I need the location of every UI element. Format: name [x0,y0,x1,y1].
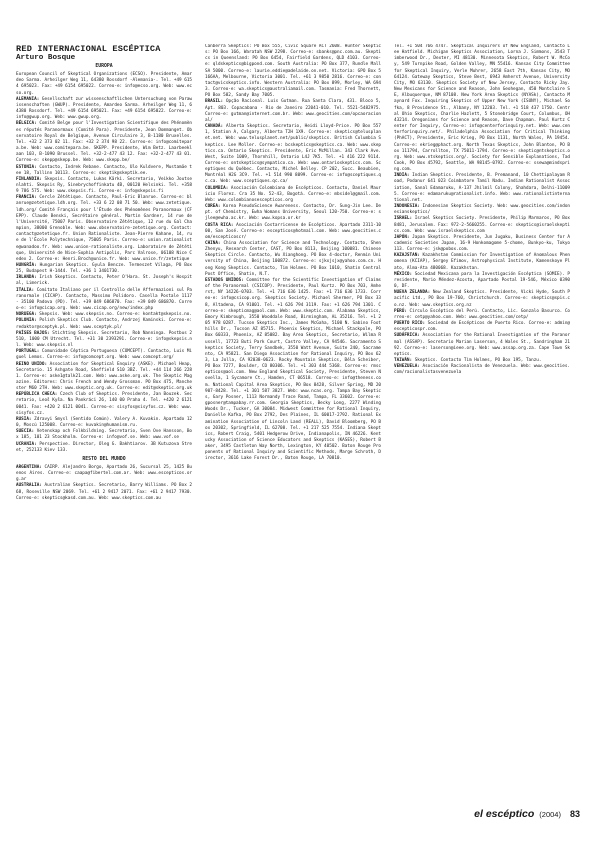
entry-text: China Association for Science and Technology. Contacto, Shen Zhenyu, Research Center, CAST, PO Box 8113, Beijing 100081. Chinese Skeptics Circle. Contacto, Wu Xianghong. PO Box 4-doctor, Renmin University of China, Beijing 100872. Correo-e: sjkxjsjx@yahoo.com.cn. Hong Kong Skeptics. Contacto, Tim Holmes. PO Box 1010, Shatin Central Post Office, Shatin, N.T. [205,241,381,277]
directory-entry [205,124,381,186]
directory-entry [16,72,192,97]
directory-entry [394,44,570,173]
directory-entry [205,186,381,204]
entry-country: ALEMANIA: [16,96,40,102]
entry-text: Canberra Skeptics: PO Box 555, Civic Square ACT 2608. Hunter Skeptics: PO Box 166, Waratah NSW 2298. Correo-e: sbanks@pnc.com.au. Skeptics in Queensland: PO Box 6454, Fairfield Gardens, QLD 4103. Correo-e: qldskeptics@bigpond.com. South Australia: PO Box 377, Rundle Mall SA 5000. Correo-e: laurie.eddie@adelaide.on.net. Victoria: GPO Box 5166AA, Melbourne, Victoria 3001. Tel. +61 3 9850 2816. Correo-e: contact@vicskeptics.info. Western Australia: PO Box 899, Morley, WA 6943. Correo-e: wa.skeptics@australiamail.com. Tasmania: Fred Thornett, PO Box 582, Sandy Bay 7005. [205,44,381,99]
entry-text: Perspective. Director, Oleg G. Bakhtiarov. 3B Kutuzova Street, 252133 Kiev 133. [16,441,192,453]
title-spacer [16,44,192,64]
directory-entry [16,465,192,483]
directory-entry [16,97,192,122]
entry-country: SUECIA: [16,429,35,435]
entry-text: Alberta Skeptics. Secretario, Heidi Lloyd-Price. PO Box 5571, Station A, Calgary, Alberta T2H 1X9. Correo-e: skeptics@telusplanet.net. Web: www.telusplanet.net/public/skeptics. British Columbia Skeptics. Lee Moller. Correo-e: bcskeptics@skeptics.ca. Web: www.skeptics.ca. Ontario Skeptics. Presidente, Eric McMillan. 343 Clark Ave. West, Suite 1009, Thornhill, Ontario L4J 7K5. Tel. +1 416 222 9114. Correo-e: ontskeptics@sympatico.ca. Web: www.ontarioskeptics.com. Sceptiques du Québec. Contacto, Michel Belley. CP 202, Succ. Beaubien, Montréal H2G 3C9. Tel. +1 514 990 8099. Correo-e: info@sceptiques.qc.ca. Web: www.sceptiques.qc.ca/ [205,124,381,185]
directory-entry [16,288,192,313]
entry-country: COREA: [205,204,221,210]
entry-text: Japan Skeptics. Presidente, Jun Jugaku, Business Center for Academic Societies Japan, 16-9 Honkomagome 5-chome, Bunkyo-ku, Tokyo 113. Correo-e: jsk@pobox.com. [394,234,570,253]
entry-text: Gesellschaft zur wissenschaftlichen Untersuchung von Parawissenschaften (GWUP). Presidente, Amardeo Sarma. Arheilger Weg 11, 64380 Rossdorf. Tel. +49 6154 695021. Fax: +49 6154 695022. Correo-e: info@gwup.org. Web: www.gwup.org. [16,96,192,121]
entry-text: Skepsis. Contacto, Lukas Kärki. Secretario, Veikko Joutsenlahti. Skepsis Ry, Sinebrychoffinkatu 4B, 00120 Helsinki. Tel. +358 9 786 575. Web: www.skepsis.fi. Correo-e: info@skepsis.fi [16,176,192,195]
section-heading-resto: RESTO DEL MUNDO [82,456,126,462]
entry-country: FINLANDIA: [16,176,42,182]
directory-entry [394,204,570,216]
section-heading-europa: EUROPA [95,64,113,69]
entry-text: Kazakhstan Commission for Investigation of Anomalous Phenomena (KCIAP), Sergey Efimov, Astrophysical Institute, Kamenskoye Plato, Alma-Ata 480068. Kazakhstan. [394,253,570,271]
entry-country: INDONESIA: [394,204,420,210]
directory-entry [394,235,570,253]
entry-country: NORUEGA: [16,312,37,318]
entry-text: New Zealand Skeptics. Presidente, Vicki Hyde, South Pacific Ltd., PO Box 19-760, Christchurch. Correo-e: skeptics@spis.co.nz. Web: www.skeptics.org.nz [394,290,570,308]
directory-entry [16,349,192,361]
directory-entry [394,364,570,376]
entry-country: ISRAEL: [394,216,413,222]
entry-text: Skepsis. Web: www.skepsis.no. Correo-e: kontakt@skepsis.no. [39,312,192,318]
article-title: RED INTERNACIONAL ESCÉPTICA [16,44,161,54]
directory-entry [205,99,381,124]
entry-country: JAPÓN: [394,234,410,240]
entry-country: VENEZUELA: [394,364,420,370]
directory-entry [394,272,570,290]
entry-text: Cercle Zététique. Contacto, Paul-Eric Blanrue. Correo-e: blanrue@zetetique.ldh.org. Tel. +33 6 22 08 71 50. Web: www.zetetique.ldh.org/ Comité Français pour l'Étude des Phénomènes Paranormaux (CFEPP). Claude Benski, Secrétaire général. Martin Gardner, 14 rue de l'Université, 75007 Paris. Observatoire Zététique, 12 rue du Gal Champion, 38000 Grenoble. Web: www.observatoire-zetetique.org. Contact: contact@zetetique.fr. Union Rationaliste. Jean-Pierre Kahane, 14, rue de l'École Polytechnique, 75005 Paris. Correo-e: union.rationaliste@wanadoo.fr. Web: www.union-rationaliste.org. Laboratoire de Zététique, Université de Nice-Sophia Antipolis, Parc Valrose, 06108 Nice Cedex 2. Correo-e: Henri.Broch@unice.fr. Web: www.unice.fr/zetetique [16,195,192,262]
directory-entry [16,362,192,393]
entry-text: Asociación Colombiana de Escépticos. Contacto, Daniel Mauricio Florez. Cra 35 No. 52-43, Bogotá. Correo-e: mbsidel@gmail.com. Web: www.colombianosescepticos.org [205,185,381,203]
directory-entry [394,290,570,308]
entry-text: Association for the Rational Investigation of the Paranormal (ASSAP). Secretario Marian Laserson, 4 Wales St., Sandringham 2192. Correo-e: laserson@ieee.org. Web: www.assap.org.za. Cape Town Skeptics. [394,333,570,357]
entry-country: REPÚBLICA CHECA: [16,392,58,398]
directory-entry [16,165,192,177]
entry-country: ESTADOS UNIDOS: [205,277,244,283]
entry-text: Czech Club of Skeptics. Presidente, Jan Bouzek. Secretario, Leoš Kyša. Na Pankráci 26, 140 00 Praha 4. Tel. +420 2 6121 0041. Fax: +420 2 6121 0041. Correo-e: sisyfos@sisyfos.cz. Web: www.sisyfos.cz. [16,392,192,416]
entry-country: COSTA RICA: [205,222,234,228]
entry-text: CAIRP. Alejandro Borgo, Apartado 26, Sucursal 25, 1425 Buenos Aires. Correo-e: caapa@fibertel.com.ar. Web: www.escepticos.org.ar [16,465,192,483]
entry-text: Indian Skeptics. Presidente, B. Premanand, 10 Chettipalayam Road, Podanur 641 023 Coimbatore Tamil Nadu. Indian Rationalist Association, Sanal Edamaruku, A-137 Jhilmil Colony, Shahdara, Delhi-110095. Correo-e: edamaruku@rationalist.info. Web: www.rationalistinternational.net. [394,173,570,203]
directory-entry [205,241,381,278]
entry-text: Israel Skeptics Society. Presidente, Philip Marmaros, PO Box 8481, Jerusalem. Fax: 972-2-5660255. Correo-e: skeptics@israelskeptics.com. Web: www.israelskeptics.com [394,216,570,234]
directory-entry [16,429,192,441]
entry-country: PORTUGAL: [16,349,40,355]
entry-country: MÉXICO: [394,271,413,277]
entry-country: RUSIA: [16,416,32,422]
entry-country: NUEVA ZELANDA: [394,290,431,296]
directory-entry [394,253,570,271]
entry-text: Comité Belge pour l'Investigation Scientifique des Phénomènes réputés Paranormaux (Comité Para). Presidente, Jean Dommanget. Observatoire Royal de Belgique, Avenue Circulaire 3, B-1180 Bruxelles. Tel. +32 2 373 02 11. Fax: +32 2 374 98 22. Correo-e: info@comitepara.be. Web: www.comitepara.be. SKEPP. Presidente, Wim Betz. Laarbeeklaan 103, B-1090 Brussel. Tel. +32-2-477 43 12. Fax: +32-2-477 43 01. Correo-e: skepp@skepp.be. Web: www.skepp.be/ [16,121,192,164]
entry-country: PERÚ: [394,308,407,314]
entry-text: Comunidade Céptica Portuguesa (COMCEPT). Contacto, Luis Miguel Lemos. Correo-e: info@comcept.org. Web: www.comcept.org/ [16,349,192,361]
directory-entry [16,417,192,429]
directory-entry [16,318,192,330]
directory-entry [16,177,192,195]
entry-text: Opção Racional. Luis Gutman. Rua Santa Clara, 431. Bloco 5, Apt. 803. Copacabana - Rio de Janeiro 22041-010. Tel. 5521-5482975. Correo-e: gutman@internet.com.br. Web: www.geocities.com/opcaoracional/ [205,99,381,123]
directory-entry [394,333,570,358]
directory-entry [205,204,381,222]
directory-entry [394,321,570,333]
entry-text: Korea PseudoScience Awareness. Contacto, Dr. Sung-Jin Lee. Dept. of Chemistry, Ewha Womans University, Seoul 120-750. Correo-e: sjlee@ewha.ac.kr. Web: www.kopsa.or.kr [205,204,381,222]
entry-country: FRANCIA: [16,195,37,201]
column-1-entries [16,72,192,502]
entry-text: Asociación Costarricense de Escépticos. Apartado 2311-1000, San José. Correo-e: escepticos@hotmail.com. Web: www.geocities.com/escepticoscr/ [205,222,381,240]
entry-text: Tel. +1 504 766 4747. Skeptical Inquirers of New England, Contacto Lee Hatfield. Michigan Skeptics Association, Lorna J. Simmons, 3543 Timberwood Dr., Dexter, MI 48130. Minnesota Skeptics, Robert W. McCoy, 549 Turnpike Road, Golden Valley, MN 55416. Kansas City Committee for Skeptical Inquiry, Verle Muhrer, 2658 East 7th, Kansas City, MO 64124. Gateway Skeptics, Steve Best, 6943 Amherst Avenue, University City, MO 63130. Skeptics Society of New Jersey, Contacto Ricky Jay. New Mexicans for Science and Reason, John Geohegan, 450 Montclaire SE, Albuquerque, NM 87108. New York Area Skeptics (NYASk), Contacto Maynard Fox. Inquiring Skeptics of Upper New York (ISUNY), Michael Sofka, 8 Providence St., Albany, NY 12203. Tel. +1 518 437 1750. Central Ohio Skeptics, Charlie Hazlett, 5 Stonebridge Court, Columbus, OH 43214. Oregonians for Science and Reason, Dave Chapman. Paul Kurtz Center for Inquiry, Correo-e: info@centerforinquiry.net. Web: www.centerforinquiry.net/. Philadelphia Association for Critical Thinking (PhACT), Presidente, Eric Krieg, PO Box 1131, North Wales, PA 19454. Correo-e: ekrieg@phact.org. North Texas Skeptics, John Blanton, PO Box 111794, Carrollton, TX 75011-1794. Correo-e: skeptic@ntskeptics.org. Web: www.ntskeptics.org/. Society for Sensible Explanations, Tad Cook, PO Box 45792, Seattle, WA 98145-0792. Correo-e: ssewa@mindspring.com. [394,44,570,173]
entry-text: Association for Skeptical Enquiry (ASKE). Michael Heap, Secretario. 15 Ashgate Road, Sheffield S10 3BZ. Tel. +44 114 266 2281. Correo-e: aske1@talk21.com. Web: www.aske.org.uk. The Skeptic Magazine. Editores: Chris French and Wendy Grossman. PO Box 475, Manchester M60 2TH. Web: www.skeptic.org.uk. Correo-e: edit@skeptic.org.uk [16,361,192,392]
entry-country: IRLANDA: [16,275,37,281]
entry-country: CHINA: [205,241,221,246]
entry-text: Sociedad Mexicana para la Investigación Escéptica (SOMIE). Presidente, Mario Méndez-Acosta, Apartado Postal 19-546, México 03900, DF. [394,271,570,290]
directory-entry [16,263,192,275]
entry-text: Stichting Skepsis. Secretario, Rob Nanninga. Postbus 2510, 1000 CM Utrecht. Tel. +31 30 2393291. Correo-e: info@skepsis.nl. Web: www.skepsis.nl [16,330,192,349]
entry-text: Círculo Escéptico del Perú. Contacto, Lic. Gonzalo Basurco. Correo-e: cetp@yahoo.com. Web: www.geocities.com/cetp/ [394,308,570,320]
entry-text: Comitato Italiano per il Controllo delle Affermazioni sul Paranormale (CICAP). Contacto, Massimo Polidoro. Casella Postale 1117 - 35100 Padova (PD). Tel. +39 049 686870. Fax: +39 049 686870. Correo-e: info@cicap.org. Web: www.cicap.org/new/index.php [16,287,192,312]
entry-text: Skeptics. Contacto Tim Holmes, PO Box 195, Tanzu. [414,357,542,363]
entry-text: Polish Skeptics Club. Contacto, Andrzej Kaminski. Correo-e: redaktor@sceptyk.pl. Web: www.sceptyk.pl/ [16,318,192,330]
directory-entry [205,44,381,99]
page-footer [474,808,580,822]
page-number: 83 [569,809,580,819]
entry-text: Indonesian Skeptics Society. Web: www.geocities.com/indonesianskeptics/ [394,204,570,216]
entry-country: SUDÁFRICA: [394,333,420,339]
directory-entry [205,278,381,463]
entry-country: AUSTRALIA: [16,483,42,489]
directory-entry [394,309,570,321]
directory-entry [394,173,570,204]
entry-country: CANADÁ: [205,124,224,130]
directory-entry [16,121,192,164]
text-column-3 [394,44,570,802]
directory-entry [16,331,192,349]
text-column-2 [205,44,381,802]
entry-text: Zdravyi Smysl (Sentido Común). Valery A. Kuvakin. Apartado 120, Moscú 125008. Correo-e: kuvakin@humanism.ru. [16,416,192,429]
entry-country: PUERTO RICO: [394,321,426,327]
entry-text: Sociedad de Escépticos de Puerto Rico. Correo-e: admin@escepticospr.com. [394,321,570,333]
entry-country: ARGENTINA: [16,465,42,470]
entry-country: REINO UNIDO: [16,361,48,367]
directory-entry [16,195,192,263]
directory-entry [16,483,192,501]
entry-country: UCRANIA: [16,441,37,447]
entry-text: Asociación Racionalista de Venezuela. Web: www.geocities.com/racionalistasvenezuela [394,364,570,376]
directory-entry [205,223,381,241]
entry-text: Hungarian Skeptics. Gyula Bencze. Termeszet Vilaga, PO Box 25, Budapest H-1444. Tel. +36 1 3401730. [16,263,192,275]
column-3-entries [394,44,570,376]
issue-year: (2004) [539,810,561,819]
entry-text: Contacto, Indrek Rebane. Contacto, Ulo Kuldvere, Mustamäe tee 18, Tallinn 10113. Correo-e: skeptik@skeptik.ee. [16,164,192,176]
text-column-1 [16,44,192,802]
directory-entry [16,392,192,417]
article-author: Arturo Bosque [16,54,76,62]
entry-country: TAIWÁN: [394,357,413,363]
entry-country: HUNGRÍA: [16,263,37,268]
entry-text: Vetenskap och Folkbildning. Secretario, Sven Ove Hansson, Box 185, 101 23 Stockholm. Correo-e: info@vof.se. Web: www.vof.se [16,429,192,441]
column-2-entries [205,44,381,463]
directory-entry [16,275,192,287]
entry-country: PAÍSES BAJOS: [16,330,50,336]
entry-country: BÉLGICA: [16,121,37,127]
entry-country: COLOMBIA: [205,185,229,191]
entry-country: KAZAJSTAN: [394,253,420,259]
entry-text: European Council of Skeptical Organizations (ECSO). Presidente, Amardeo Sarma. Arheilger Weg 11, 64380 Rossdorf -Alemania-. Tel. +49 6154 695023. Fax: +49 6154 695022. Correo-e: info@ecso.org. Web: www.ecso.org. [16,72,192,96]
directory-entry [394,216,570,234]
entry-country: ESTONIA: [16,164,37,170]
entry-text: Australian Skeptics. Secretario, Barry Williams. PO Box 268, Roseville NSW 2069. Tel. +61 2 9417 2071. Fax: +61 2 9417 7930. Correo-e: skeptics@kasd.com.au. Web: www.skeptics.com.au [16,483,192,501]
entry-country: INDIA: [394,173,410,179]
directory-entry [16,442,192,454]
entry-country: BRASIL: [205,99,224,105]
entry-text: Committee for the Scientific Investigation of Claims of the Paranormal (CSICOP). Presidente, Paul Kurtz. PO Box 703, Amherst, NY 14226-0703. Tel. +1 716 636 1425. Fax: +1 716 636 1733. Correo-e: info@csicop.org. Skeptics Society. Michael Shermer, PO Box 338, Altadena, CA 91001. Tel. +1 626 794 3119. Fax: +1 626 794 1301. Correo-e: skepticmag@aol.com. Web: www.skeptic.com. Alabama Skeptics, Emory Kimbrough, 3550 Wooddale Road, Birmingham, AL 35216. Tel. +1 205 978 0287. Tucson Skeptics Inc., James McGaha, 5100 N. Sabino Foothills Dr., Tucson AZ 85715. Phoenix Skeptics, Michael Stackpole, PO Box 60333, Phoenix, AZ 85082. Bay Area Skeptics, Secretario, Wilma Russell, 17723 Buti Park Court, Castro Valley, CA 94546. Sacramento Skeptics Society, Terry Sandbek, 3550 Watt Avenue, Suite 240, Sacramento, CA 95821. San Diego Association for Rational Inquiry, PO Box 623, La Jolla, CA 92038-0623. Rocky Mountain Skeptics, Béla Scheiber, PO Box 7277, Boulder, CO 80306. Tel. +1 303 444 5368. Correo-e: rmscepticos@aol.com. New England Skeptical Society, Presidente, Steven Novella, 1 Sycamore Ct., Hamden, CT 06518. Correo-e: info@theness.com. National Capital Area Skeptics, PO Box 8428, Silver Spring, MD 20907-8428. Tel. +1 301 587 3827. Web: www.ncas.org. Tampa Bay Skeptics, Gary Posner, 1113 Normandy Trace Road, Tampa, FL 33602. Correo-e: gposner@tampabay.rr.com. Georgia Skeptics, Becky Long, 2277 Winding Woods Dr., Tucker, GA 30084. Midwest Committee for Rational Inquiry, Danielle Kafka, PO Box 2792, Des Plaines, IL 60017-2792. Rational Examination Association of Lincoln Land (REALL), David Bloomberg, PO Box 20302, Springfield, IL 62708. Tel. +1 217 525 7554. Indiana Skeptics, Robert Craig, 5401 Hedgerow Drive, Indianapolis, IN 46226. Kentucky Association of Science Educators and Skeptics (KASES), Robert Baker, 3495 Castleton Way North, Lexington, KY 40502. Baton Rouge Proponents of Rational Inquiry and Scientific Methods, Marge Schroth, Director, 3616 Lake Forest Dr., Baton Rouge, LA 70810. [205,277,381,462]
entry-country: POLONIA: [16,318,37,324]
magazine-name: el escéptico [474,808,535,820]
entry-text: Irish Skeptics. Contacto, Peter O'Hara. St. Joseph's Hospital, Limerick. [16,275,192,287]
entry-country: ITALIA: [16,287,35,293]
